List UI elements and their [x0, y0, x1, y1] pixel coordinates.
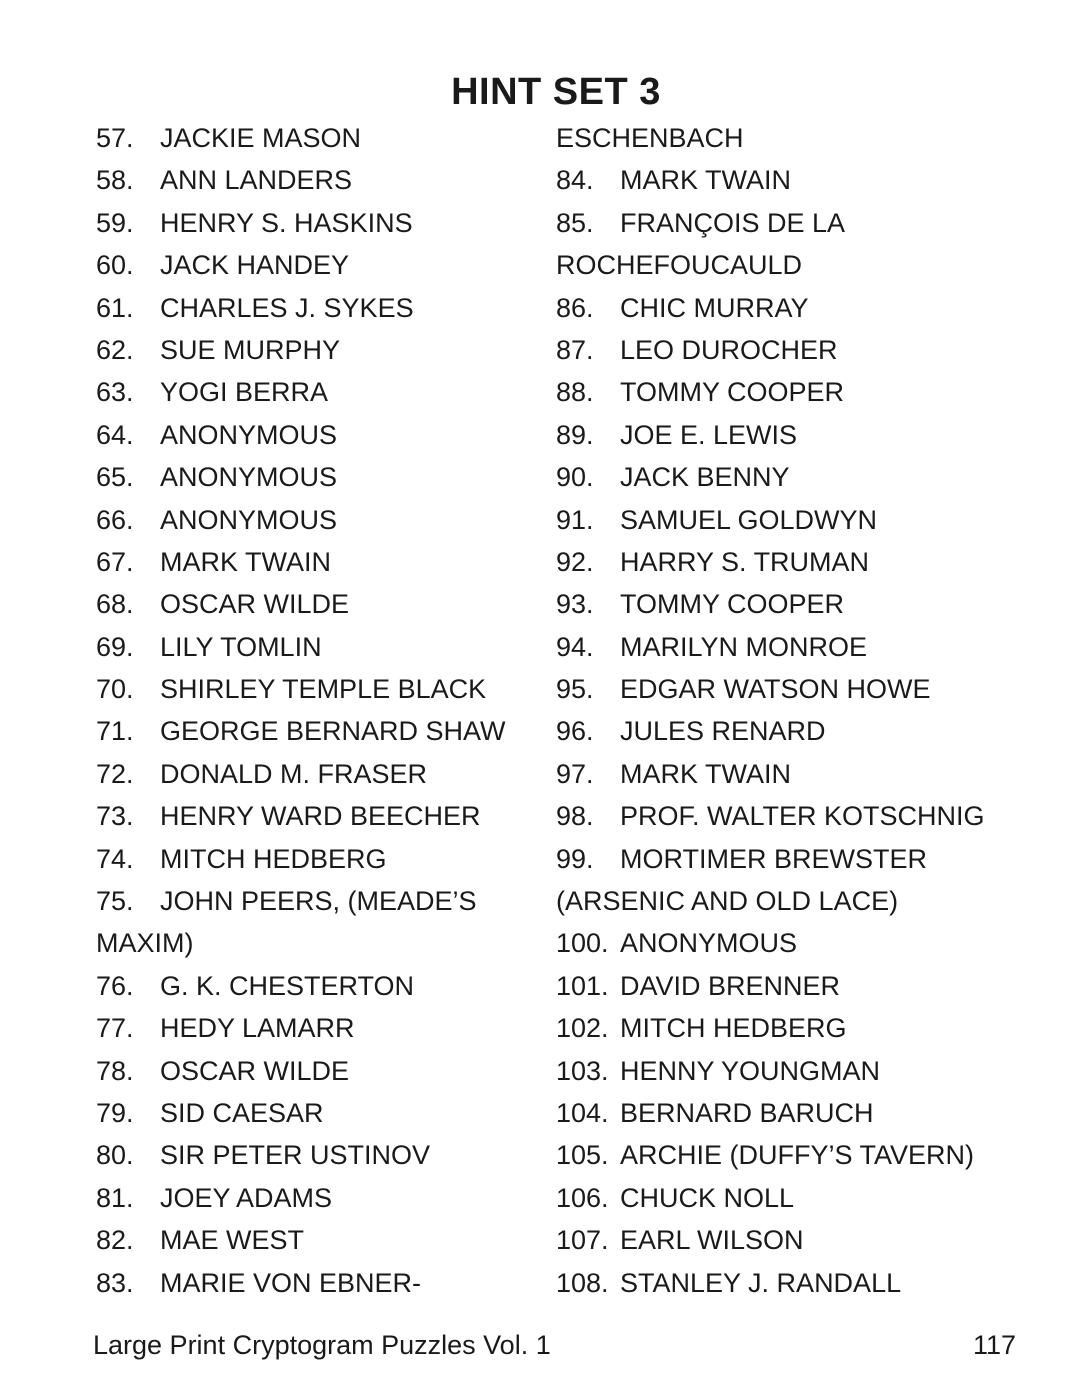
hint-entry [96, 838, 506, 880]
hint-number: 71. [96, 716, 134, 747]
hint-author: HENRY S. HASKINS [160, 207, 413, 238]
hint-entry [556, 159, 985, 201]
hint-number: 82. [96, 1225, 134, 1256]
hint-entry [96, 117, 506, 159]
hint-entry [556, 1262, 985, 1304]
hint-author: ANONYMOUS [620, 928, 798, 959]
hint-author: JACK BENNY [620, 462, 790, 493]
hint-number: 87. [556, 334, 594, 365]
hint-entry [556, 880, 985, 922]
hint-entry [96, 287, 506, 329]
hint-author: CHARLES J. SYKES [160, 292, 414, 323]
hint-author: ANONYMOUS [160, 462, 338, 493]
hint-number: 92. [556, 546, 594, 577]
hint-entry [96, 371, 506, 413]
hint-entry [96, 626, 506, 668]
hint-entry [96, 456, 506, 498]
hint-entry [556, 795, 985, 837]
hint-entry [96, 753, 506, 795]
hint-number: 102. [556, 1013, 609, 1044]
page-number: 117 [972, 1330, 1016, 1360]
hint-entry [556, 1134, 985, 1176]
hint-number: 74. [96, 843, 134, 874]
hint-number: 91. [556, 504, 594, 535]
hint-number: 95. [556, 674, 594, 705]
hint-entry [96, 1050, 506, 1092]
hint-author: HARRY S. TRUMAN [620, 546, 870, 577]
hint-author: MAE WEST [160, 1225, 305, 1256]
hint-entry [96, 668, 506, 710]
hint-author: ARCHIE (DUFFY’S TAVERN) [620, 1140, 975, 1171]
hint-number: 76. [96, 970, 134, 1001]
hint-author: ANONYMOUS [160, 419, 338, 450]
hint-number: 107. [556, 1225, 609, 1256]
hint-author: MAXIM) [96, 928, 194, 959]
hint-number: 94. [556, 631, 594, 662]
hint-author: HEDY LAMARR [160, 1013, 355, 1044]
hint-author: JOEY ADAMS [160, 1182, 333, 1213]
hint-author: SAMUEL GOLDWYN [620, 504, 878, 535]
hint-entry [556, 583, 985, 625]
hint-author: ANONYMOUS [160, 504, 338, 535]
hint-number: 103. [556, 1055, 609, 1086]
hint-entry [96, 1134, 506, 1176]
hint-entry [556, 499, 985, 541]
hint-author: DONALD M. FRASER [160, 758, 428, 789]
hint-number: 96. [556, 716, 594, 747]
hint-number: 83. [96, 1267, 134, 1298]
hint-author: LEO DUROCHER [620, 334, 838, 365]
hint-number: 106. [556, 1182, 609, 1213]
hint-entry [96, 244, 506, 286]
hint-entry [96, 1177, 506, 1219]
hint-entry [556, 922, 985, 964]
hint-entry [556, 965, 985, 1007]
hint-entry [556, 668, 985, 710]
hint-author: SUE MURPHY [160, 334, 341, 365]
hint-entry [96, 541, 506, 583]
hint-author: EDGAR WATSON HOWE [620, 674, 931, 705]
hint-number: 93. [556, 589, 594, 620]
hint-entry [556, 244, 985, 286]
hint-author: HENNY YOUNGMAN [620, 1055, 881, 1086]
hint-number: 80. [96, 1140, 134, 1171]
hint-number: 60. [96, 250, 134, 281]
hint-number: 99. [556, 843, 594, 874]
hint-author: OSCAR WILDE [160, 589, 350, 620]
hint-author: MARIE VON EBNER- [160, 1267, 422, 1298]
hint-entry [96, 922, 506, 964]
hint-entry [96, 965, 506, 1007]
hint-author: ESCHENBACH [556, 123, 744, 153]
book-title: Large Print Cryptogram Puzzles Vol. 1 [93, 1330, 551, 1360]
hint-entry [556, 1050, 985, 1092]
hint-entry [556, 626, 985, 668]
hint-number: 88. [556, 377, 594, 408]
hint-number: 75. [96, 886, 134, 917]
hint-number: 77. [96, 1013, 134, 1044]
hint-number: 90. [556, 462, 594, 493]
hint-author: CHUCK NOLL [620, 1182, 795, 1213]
hint-author: JOHN PEERS, (MEADE’S [160, 886, 477, 917]
hint-number: 85. [556, 207, 594, 238]
hint-entry [556, 329, 985, 371]
hint-number: 58. [96, 165, 134, 196]
hint-author: SID CAESAR [160, 1097, 324, 1128]
hint-author: MARILYN MONROE [620, 631, 868, 662]
hint-number: 78. [96, 1055, 134, 1086]
hint-number: 104. [556, 1097, 609, 1128]
hint-author: JULES RENARD [620, 716, 826, 747]
hint-author: G. K. CHESTERTON [160, 970, 415, 1001]
hint-number: 108. [556, 1267, 609, 1298]
hint-number: 69. [96, 631, 134, 662]
hint-list-right-column [556, 117, 985, 1304]
hint-entry [556, 371, 985, 413]
hint-author: MITCH HEDBERG [160, 843, 387, 874]
hint-number: 70. [96, 674, 134, 705]
hint-number: 63. [96, 377, 134, 408]
hint-author: STANLEY J. RANDALL [620, 1267, 902, 1298]
page-title: HINT SET 3 [451, 71, 661, 113]
hint-entry [556, 202, 985, 244]
hint-list-left-column [96, 117, 506, 1304]
hint-number: 66. [96, 504, 134, 535]
hint-number: 100. [556, 928, 609, 959]
hint-entry [96, 795, 506, 837]
hint-entry [556, 838, 985, 880]
hint-author: HENRY WARD BEECHER [160, 801, 481, 832]
hint-number: 59. [96, 207, 134, 238]
hint-entry [96, 499, 506, 541]
hint-number: 101. [556, 970, 609, 1001]
hint-entry [96, 1219, 506, 1261]
hint-number: 81. [96, 1182, 134, 1213]
hint-entry [96, 583, 506, 625]
hint-author: YOGI BERRA [160, 377, 329, 408]
hint-entry [556, 1092, 985, 1134]
hint-author: ANN LANDERS [160, 165, 353, 196]
hint-author: CHIC MURRAY [620, 292, 809, 323]
hint-author: MARK TWAIN [620, 758, 792, 789]
hint-number: 65. [96, 462, 134, 493]
hint-number: 61. [96, 292, 134, 323]
hint-entry [556, 414, 985, 456]
hint-author: ROCHEFOUCAULD [556, 250, 803, 281]
hint-entry [556, 1219, 985, 1261]
hint-number: 86. [556, 292, 594, 323]
hint-number: 62. [96, 334, 134, 365]
hint-author: (ARSENIC AND OLD LACE) [556, 886, 899, 917]
hint-author: OSCAR WILDE [160, 1055, 350, 1086]
hint-entry [556, 710, 985, 752]
hint-author: EARL WILSON [620, 1225, 804, 1256]
hint-entry [96, 1007, 506, 1049]
hint-number: 67. [96, 546, 134, 577]
hint-number: 72. [96, 758, 134, 789]
hint-entry [556, 1007, 985, 1049]
hint-author: BERNARD BARUCH [620, 1097, 874, 1128]
hint-author: JOE E. LEWIS [620, 419, 798, 450]
hint-entry [556, 753, 985, 795]
hint-number: 79. [96, 1097, 134, 1128]
hint-author: JACKIE MASON [160, 123, 362, 153]
hint-entry [556, 117, 985, 159]
hint-author: SHIRLEY TEMPLE BLACK [160, 674, 487, 705]
hint-author: FRANÇOIS DE LA [620, 207, 846, 238]
hint-number: 73. [96, 801, 134, 832]
hint-entry [96, 159, 506, 201]
hint-author: TOMMY COOPER [620, 377, 845, 408]
hint-number: 57. [96, 123, 134, 153]
hint-author: TOMMY COOPER [620, 589, 845, 620]
hint-author: LILY TOMLIN [160, 631, 322, 662]
hint-entry [556, 1177, 985, 1219]
hint-number: 68. [96, 589, 134, 620]
hint-entry [96, 1092, 506, 1134]
hint-entry [96, 329, 506, 371]
hint-entry [96, 202, 506, 244]
hint-author: JACK HANDEY [160, 250, 350, 281]
hint-author: SIR PETER USTINOV [160, 1140, 431, 1171]
hint-entry [556, 456, 985, 498]
hint-entry [96, 1262, 506, 1304]
hint-author: MARK TWAIN [160, 546, 332, 577]
hint-entry [96, 414, 506, 456]
hint-number: 98. [556, 801, 594, 832]
hint-author: DAVID BRENNER [620, 970, 841, 1001]
hint-number: 89. [556, 419, 594, 450]
hint-number: 105. [556, 1140, 609, 1171]
hint-entry [96, 710, 506, 752]
hint-author: MORTIMER BREWSTER [620, 843, 928, 874]
hint-author: GEORGE BERNARD SHAW [160, 716, 506, 747]
hint-author: MITCH HEDBERG [620, 1013, 847, 1044]
hint-author: MARK TWAIN [620, 165, 792, 196]
hint-number: 64. [96, 419, 134, 450]
hint-number: 97. [556, 758, 594, 789]
hint-number: 84. [556, 165, 594, 196]
hint-entry [556, 287, 985, 329]
hint-author: PROF. WALTER KOTSCHNIG [620, 801, 985, 832]
hint-entry [556, 541, 985, 583]
hint-entry [96, 880, 506, 922]
